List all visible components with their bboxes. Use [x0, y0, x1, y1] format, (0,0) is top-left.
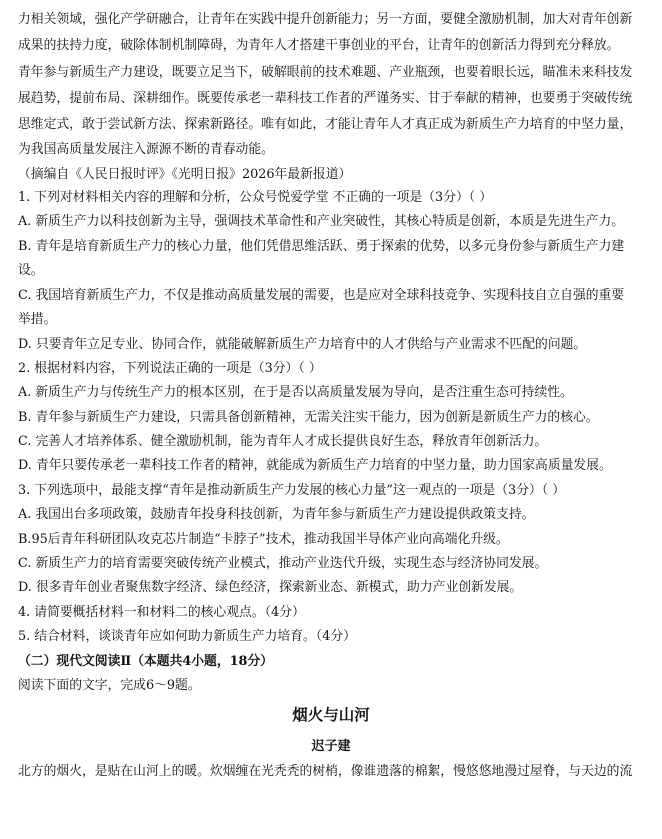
- q3-option-d: D. 很多青年创业者聚焦数字经济、绿色经济，探索新业态、新模式，助力产业创新发展。: [18, 580, 523, 595]
- q2-option-d: D. 青年只要传承老一辈科技工作者的精神，就能成为新质生产力培育的中坚力量，助力国家高质量发展。: [18, 458, 612, 473]
- section2-heading: （二）现代文阅读Ⅱ（本题共4小题，18分）: [18, 654, 274, 669]
- article-author: 迟子建: [311, 739, 351, 754]
- material-line-1: 力相关领域，强化产学研融合，让青年在实践中提升创新能力；另一方面，要健全激励机制，加大对青年创新: [18, 12, 633, 27]
- section2-instruction: 阅读下面的文字，完成6～9题。: [18, 678, 201, 693]
- material-line-3: 青年参与新质生产力建设，既要立足当下，破解眼前的技术难题、产业瓶颈，也要着眼长远，瞄准未来科技发: [18, 65, 633, 80]
- q2-option-a: A. 新质生产力与传统生产力的根本区别，在于是否以高质量发展为导向，是否注重生态可持续性。: [18, 385, 573, 400]
- q5-question: 5. 结合材料，谈谈青年应如何助力新质生产力培育。（4分）: [18, 629, 356, 644]
- q1-option-b: B. 青年是培育新质生产力的核心力量，他们凭借思维活跃、勇于探索的优势，以多元身份参与新质生产力建: [18, 239, 625, 254]
- q2-option-c: C. 完善人才培养体系、健全激励机制，能为青年人才成长提供良好生态，释放青年创新活力。: [18, 434, 548, 449]
- q3-option-c: C. 新质生产力的培育需要突破传统产业模式，推动产业迭代升级，实现生态与经济协同发展。: [18, 556, 548, 571]
- q1-stem: 1. 下列对材料相关内容的理解和分析，公众号悦爱学堂 不正确的一项是（3分）（ ）: [18, 190, 493, 205]
- material-line-5: 思维定式，敢于尝试新方法、探索新路径。唯有如此，才能让青年人才真正成为新质生产力培育的中坚力量，: [18, 117, 633, 132]
- q3-stem: 3. 下列选项中，最能支撑“青年是推动新质生产力发展的核心力量”这一观点的一项是（3分）（ ）: [18, 483, 566, 498]
- material-source: （摘编自《人民日报时评》《光明日报》2026年最新报道）: [18, 167, 352, 182]
- article-title: 烟火与山河: [292, 705, 370, 724]
- q1-option-a: A. 新质生产力以科技创新为主导，强调技术革命性和产业突破性，其核心特质是创新，本质是先进生产力。: [18, 214, 625, 229]
- q2-stem: 2. 根据材料内容，下列说法正确的一项是（3分）（ ）: [18, 361, 322, 376]
- q1-option-b-cont: 设。: [18, 263, 44, 278]
- q1-option-d: D. 只要青年立足专业、协同合作，就能破解新质生产力培育中的人才供给与产业需求不匹配的问题。: [18, 337, 587, 352]
- q1-option-c: C. 我国培育新质生产力，不仅是推动高质量发展的需要，也是应对全球科技竞争、实现科技自立自强的重要: [18, 288, 625, 303]
- material-line-2: 成果的扶持力度，破除体制机制障碍，为青年人才搭建干事创业的平台，让青年的创新活力得到充分释放。: [18, 38, 620, 53]
- q1-option-c-cont: 举措。: [18, 312, 57, 327]
- material-line-4: 展趋势，提前布局、深耕细作。既要传承老一辈科技工作者的严谨务实、甘于奉献的精神，也要勇于突破传统: [18, 91, 633, 106]
- q4-question: 4. 请简要概括材料一和材料二的核心观点。（4分）: [18, 605, 305, 620]
- article-first-line: 北方的烟火，是贴在山河上的暖。炊烟缠在光秃秃的树梢，像谁遗落的棉絮，慢悠悠地漫过屋脊，与天边的流: [18, 764, 633, 779]
- q3-option-a: A. 我国出台多项政策，鼓励青年投身科技创新，为青年参与新质生产力建设提供政策支持。: [18, 507, 535, 522]
- q2-option-b: B. 青年参与新质生产力建设，只需具备创新精神，无需关注实干能力，因为创新是新质生产力的核心。: [18, 410, 599, 425]
- material-line-6: 为我国高质量发展注入源源不断的青春动能。: [18, 142, 274, 157]
- q3-option-b: B.95后青年科研团队攻克芯片制造“卡脖子”技术，推动我国半导体产业向高端化升级。: [18, 532, 509, 547]
